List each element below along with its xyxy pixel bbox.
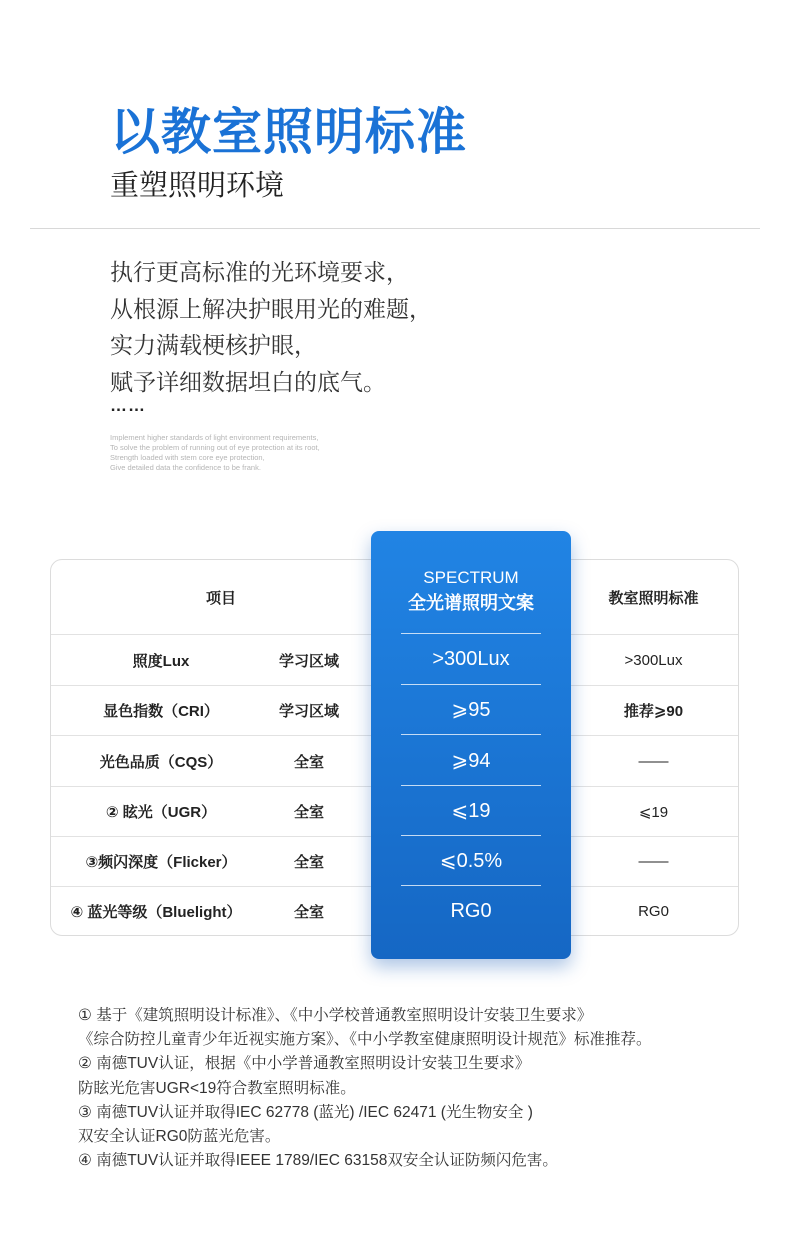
divider [30,228,760,229]
footnotes [78,1004,652,1173]
english-line: Strength loaded with stem core eye protection, [110,453,265,462]
row-area: 全室 [293,903,324,921]
row-area: 全室 [293,804,324,821]
row-item: 光色品质（CQS） [99,753,223,771]
footnote-line: ② 南德TUV认证，根据《中小学普通教室照明设计安装卫生要求》 [78,1055,531,1073]
row-standard: >300Lux [624,651,683,669]
product-header-en: SPECTRUM [423,568,519,587]
row-standard: RG0 [638,902,669,920]
row-standard: 推荐⩾90 [623,703,684,720]
intro-text [110,254,432,400]
row-standard: —— [638,752,669,770]
page-title: 以教室照明标准 [110,104,467,160]
row-standard: ⩽19 [638,803,669,821]
ellipsis: …… [110,396,146,415]
english-line: Implement higher standards of light environment requirements, [110,433,319,442]
intro-line: 执行更高标准的光环境要求， [110,259,409,285]
row-item: ② 眩光（UGR） [105,804,217,821]
english-line: Give detailed data the confidence to be frank. [110,463,261,472]
english-caption [110,433,320,473]
product-column [371,531,571,959]
row-area: 全室 [293,854,324,871]
product-value: ⩽0.5% [439,850,503,872]
footnote-line: 防眩光危害UGR<19符合教室照明标准。 [78,1079,356,1097]
product-header-cn: 全光谱照明文案 [408,593,534,613]
intro-line: 实力满载梗核护眼， [110,332,317,358]
footnote-line: ③ 南德TUV认证并取得IEC 62778 (蓝光) /IEC 62471 (光生物安全 ) [78,1103,533,1121]
row-item: 显色指数（CRI） [103,703,219,720]
header-item: 项目 [205,589,236,607]
row-area: 学习区域 [278,703,339,720]
page-subtitle: 重塑照明环境 [110,170,285,202]
product-value: >300Lux [432,647,510,670]
row-item: 照度Lux [132,652,190,670]
intro-line: 从根源上解决护眼用光的难题， [110,295,432,322]
row-item: ③频闪深度（Flicker） [85,854,237,871]
row-standard: —— [638,853,669,870]
product-value: ⩽19 [451,800,491,822]
intro-line: 赋予详细数据坦白的底气。 [110,368,386,395]
product-value: ⩾95 [451,699,491,721]
footnote-line: 《综合防控儿童青少年近视实施方案》、《中小学教室健康照明设计规范》标准推荐。 [78,1031,652,1049]
footnote-line: ④ 南德TUV认证并取得IEEE 1789/IEC 63158双安全认证防频闪危害。 [78,1152,558,1170]
header-standard: 教室照明标准 [608,589,699,607]
row-area: 学习区域 [278,652,339,670]
product-value: RG0 [450,899,492,922]
row-item: ④ 蓝光等级（Bluelight） [70,903,242,921]
product-value: ⩾94 [451,749,491,772]
footnote-line: 双安全认证RG0防蓝光危害。 [78,1128,281,1146]
footnote-line: ① 基于《建筑照明设计标准》、《中小学校普通教室照明设计安装卫生要求》 [78,1007,593,1024]
english-line: To solve the problem of running out of eye protection at its root, [110,443,320,452]
row-area: 全室 [293,753,324,771]
